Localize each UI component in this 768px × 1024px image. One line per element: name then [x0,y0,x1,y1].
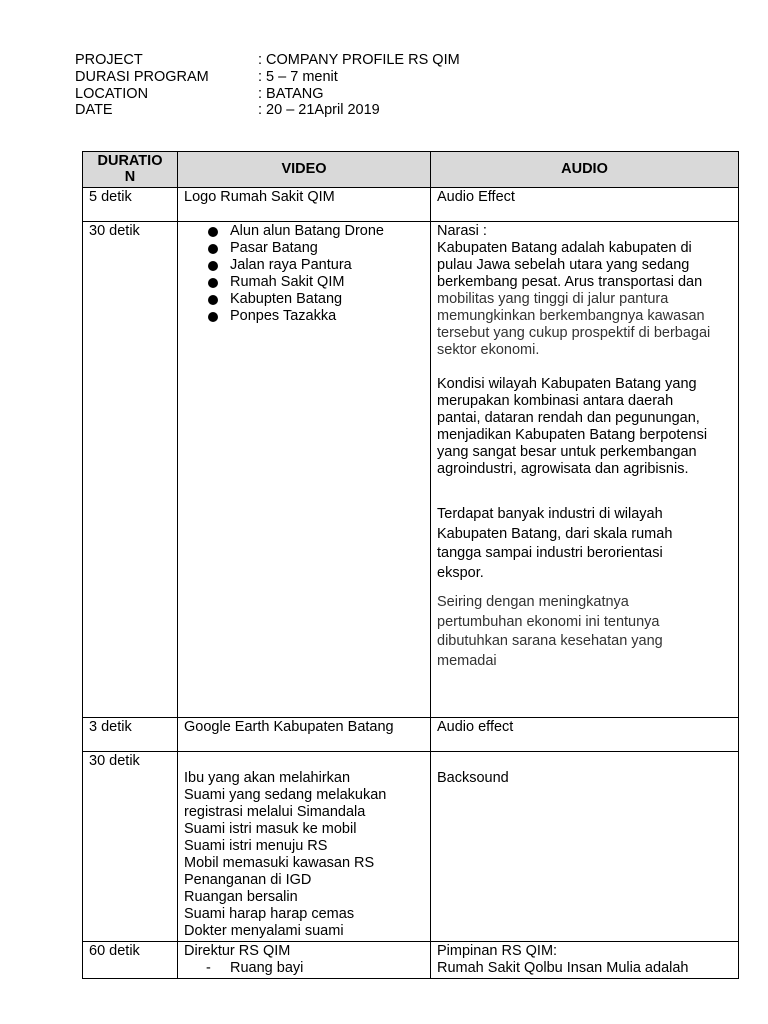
text-line: memungkinkan berkembangnya kawasan [437,308,705,324]
text-line: merupakan kombinasi antara daerah [437,393,674,409]
header-value: : 20 – 21April 2019 [258,102,380,119]
video-bullet-list [184,223,425,325]
text-line: tangga sampai industri berorientasi [437,545,663,561]
table-row [83,188,739,222]
text-line: dibutuhkan sarana kesehatan yang [437,633,663,649]
table-row [83,222,739,718]
list-item [208,308,425,325]
table-header-row [83,152,739,188]
dash-bullet: - [206,960,211,976]
bullet-icon [208,278,218,288]
list-item-label: Alun alun Batang Drone [230,223,384,239]
list-item [206,960,425,977]
list-item-label: Rumah Sakit QIM [230,274,345,290]
table-row [83,718,739,752]
table-row [83,752,739,942]
header-row-durasi [75,69,460,86]
text-line: mobilitas yang tinggi di jalur pantura [437,291,669,307]
project-header [75,52,460,119]
video-cell [178,752,431,942]
bullet-icon [208,261,218,271]
header-label: DURASI PROGRAM [75,68,209,85]
text-line: Mobil memasuki kawasan RS [184,855,375,871]
text-line: pantai, dataran rendah dan pegunungan, [437,410,700,426]
video-dash-list [184,960,425,977]
text-line: Kabupaten Batang adalah kabupaten di [437,240,692,256]
table-row [83,942,739,979]
video-cell [178,942,431,979]
text-line: memadai [437,652,497,669]
list-item-label: Pasar Batang [230,240,318,256]
header-value: : COMPANY PROFILE RS QIM [258,52,460,68]
text-line: Terdapat banyak industri di wilayah [437,506,663,522]
text-line: Ruangan bersalin [184,889,298,905]
list-item-label: Ponpes Tazakka [230,308,337,324]
list-item [208,223,425,240]
narration-title: Narasi : [437,223,487,239]
duration-cell: 30 detik [83,752,178,942]
list-item [208,257,425,274]
list-item-label: Kabupten Batang [230,291,343,307]
video-cell: Logo Rumah Sakit QIM [178,188,431,222]
list-item-label: Ruang bayi [230,960,304,976]
text-line: Suami yang sedang melakukan [184,787,387,803]
header-value: : BATANG [258,85,324,102]
text-line: Kondisi wilayah Kabupaten Batang yang [437,376,697,392]
text-line: registrasi melalui Simandala [184,804,366,820]
duration-cell: 5 detik [83,188,178,222]
text-line: Suami istri masuk ke mobil [184,821,357,837]
list-item [208,274,425,291]
text-line: Rumah Sakit Qolbu Insan Mulia adalah [437,960,689,976]
list-item-label: Jalan raya Pantura [230,257,352,273]
text-line: berkembang pesat. Arus transportasi dan [437,274,703,290]
text-line: agroindustri, agrowisata dan agribisnis. [437,461,689,477]
bullet-icon [208,244,218,254]
header-label: PROJECT [75,52,143,68]
list-item [208,240,425,257]
header-value: : 5 – 7 menit [258,68,338,85]
list-item [208,291,425,308]
text-line: Suami istri menuju RS [184,838,328,854]
text-line: yang sangat besar untuk perkembangan [437,444,697,460]
audio-cell: Audio effect [431,718,739,752]
duration-cell: 60 detik [83,942,178,979]
column-header-label: DURATIO N [97,153,163,185]
narration-paragraph-3 [437,505,733,583]
text-line: Backsound [437,770,509,786]
script-table [82,151,739,979]
audio-cell [431,752,739,942]
video-cell [178,222,431,718]
bullet-icon [208,227,218,237]
header-label: DATE [75,102,113,119]
column-header-audio: AUDIO [431,152,739,188]
narration-paragraph-1 [437,240,733,359]
text-line: menjadikan Kabupaten Batang berpotensi [437,427,708,443]
duration-cell: 30 detik [83,222,178,718]
audio-cell: Audio Effect [431,188,739,222]
video-cell: Google Earth Kabupaten Batang [178,718,431,752]
text-line: Ibu yang akan melahirkan [184,770,351,786]
audio-cell [431,942,739,979]
text-line: Dokter menyalami suami [184,923,344,939]
bullet-icon [208,312,218,322]
bullet-icon [208,295,218,305]
audio-cell [431,222,739,718]
text-line: sektor ekonomi. [437,342,540,358]
text-line: Suami harap harap cemas [184,906,355,922]
text-line: Pimpinan RS QIM: [437,943,558,959]
header-row-date [75,102,460,119]
header-label: LOCATION [75,85,149,102]
text-line: ekspor. [437,564,484,581]
column-header-video: VIDEO [178,152,431,188]
text-line: Direktur RS QIM [184,943,291,959]
narration-paragraph-4 [437,593,733,671]
column-header-duration [83,152,178,188]
text-line: pertumbuhan ekonomi ini tentunya [437,613,660,630]
text-line: Penanganan di IGD [184,872,312,888]
narration-paragraph-2 [437,376,733,478]
text-line: tersebut yang cukup prospektif di berbagai [437,325,711,341]
text-line: Seiring dengan meningkatnya [437,594,629,610]
text-line: pulau Jawa sebelah utara yang sedang [437,257,690,273]
text-line: Kabupaten Batang, dari skala rumah [437,525,673,542]
header-row-location [75,86,460,103]
duration-cell: 3 detik [83,718,178,752]
header-row-project [75,52,460,69]
